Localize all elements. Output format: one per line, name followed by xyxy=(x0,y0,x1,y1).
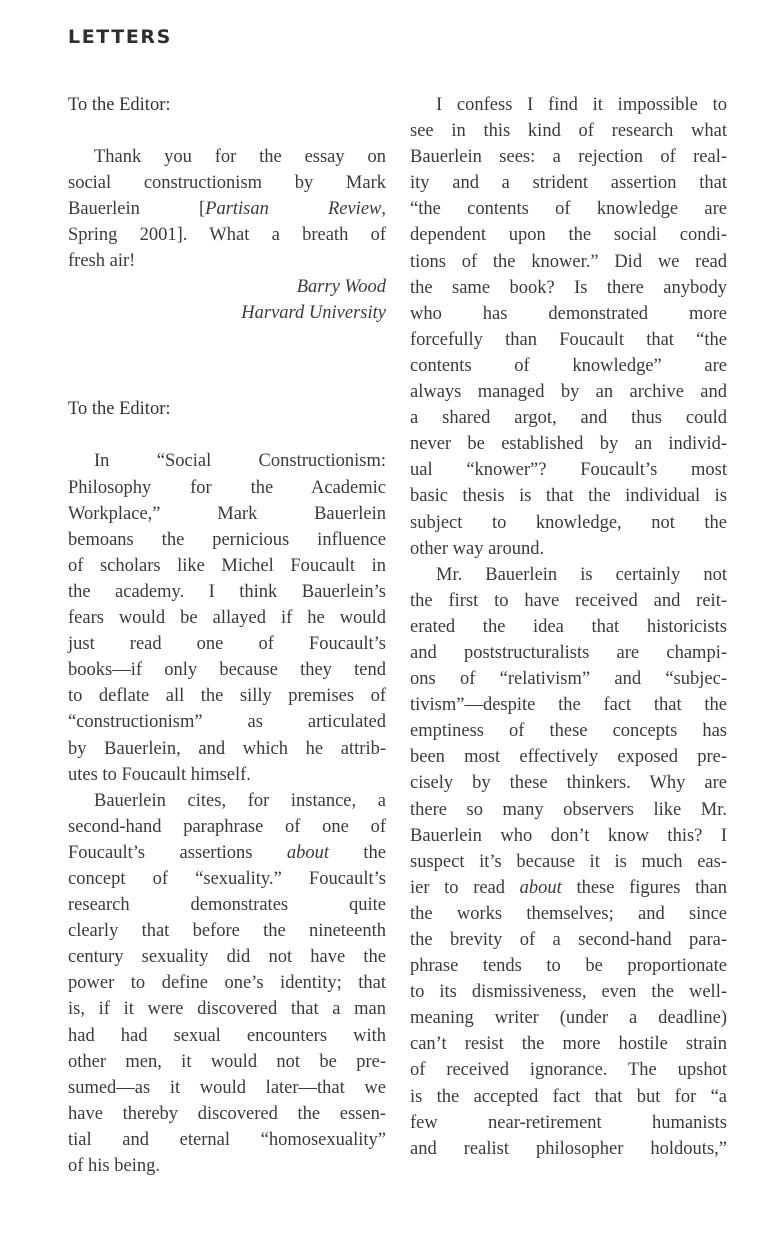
text-line: and realist philosopher holdouts,” xyxy=(410,1138,727,1159)
text-line: the works themselves; and since xyxy=(410,903,727,924)
text-line: to deflate all the silly premises of xyxy=(68,686,386,707)
signature-affiliation: Harvard University xyxy=(241,303,386,324)
text-line: by Bauerlein, and which he attrib- xyxy=(68,738,386,759)
letter-2-salutation: To the Editor: xyxy=(68,399,171,420)
text-line: the first to have received and reit- xyxy=(410,590,727,611)
letter-2-paragraph-3 xyxy=(410,92,727,562)
text-line: erated the idea that historicists xyxy=(410,616,727,637)
text-line: there so many observers like Mr. xyxy=(410,799,727,820)
text-line: never be established by an individ- xyxy=(410,434,727,455)
text-line: few near-retirement humanists xyxy=(410,1112,727,1133)
text-line: ier to read about these figures than xyxy=(410,877,727,898)
text-line: subject to knowledge, not the xyxy=(410,512,727,533)
text-line: concept of “sexuality.” Foucault’s xyxy=(68,868,386,889)
text-line: sumed—as it would later—that we xyxy=(68,1077,386,1098)
text-line: power to define one’s identity; that xyxy=(68,973,386,994)
text-line: second-hand paraphrase of one of xyxy=(68,816,386,837)
section-title: LETTERS xyxy=(68,26,172,48)
text-line: century sexuality did not have the xyxy=(68,947,386,968)
text-line: forcefully than Foucault that “the xyxy=(410,329,727,350)
text-line: I confess I find it impossible to xyxy=(436,95,727,115)
text-line: Thank you for the essay on xyxy=(94,147,386,167)
text-line: the brevity of a second-hand para- xyxy=(410,930,727,950)
text-line: fresh air! xyxy=(68,251,136,272)
text-line: been most effectively exposed pre- xyxy=(410,747,727,768)
text-line: utes to Foucault himself. xyxy=(68,764,251,785)
text-line: bemoans the pernicious influence xyxy=(68,529,386,550)
text-line: just read one of Foucault’s xyxy=(68,634,386,655)
text-line: is, if it were discovered that a man xyxy=(68,999,386,1020)
text-line: to its dismissiveness, even the well- xyxy=(410,982,727,1003)
text-line: ons of “relativism” and “subjec- xyxy=(410,669,727,690)
text-line: and poststructuralists are champi- xyxy=(410,642,727,663)
text-line: Bauerlein who don’t know this? I xyxy=(410,825,727,846)
text-line: contents of knowledge” are xyxy=(410,355,727,376)
letter-2-paragraph-2 xyxy=(68,788,386,1179)
text-line: who has demonstrated more xyxy=(410,303,727,324)
text-line: clearly that before the nineteenth xyxy=(68,921,386,942)
right-column xyxy=(410,92,727,1162)
text-line: Bauerlein sees: a rejection of real- xyxy=(410,147,727,168)
text-line: tions of the knower.” Did we read xyxy=(410,251,727,272)
text-line: “the contents of knowledge are xyxy=(410,199,727,220)
text-line: of his being. xyxy=(68,1156,160,1176)
letter-1-body xyxy=(68,144,386,274)
text-line: tivism”—despite the fact that the xyxy=(410,695,727,716)
text-line: basic thesis is that the individual is xyxy=(410,486,727,507)
text-line: Mr. Bauerlein is certainly not xyxy=(436,564,727,585)
text-line: had had sexual encounters with xyxy=(68,1025,386,1046)
letter-1-salutation: To the Editor: xyxy=(68,95,171,115)
text-line: tial and eternal “homosexuality” xyxy=(68,1129,386,1150)
text-line: emptiness of these concepts has xyxy=(410,721,727,742)
text-line: “constructionism” as articulated xyxy=(68,712,386,733)
text-line: of received ignorance. The upshot xyxy=(410,1060,727,1081)
text-line: In “Social Constructionism: xyxy=(94,451,386,472)
text-line: dependent upon the social condi- xyxy=(410,225,727,246)
text-line: ity and a strident assertion that xyxy=(410,173,727,194)
text-line: always managed by an archive and xyxy=(410,382,727,403)
text-line: social constructionism by Mark xyxy=(68,173,386,194)
text-line: Philosophy for the Academic xyxy=(68,477,386,498)
letter-2-paragraph-4 xyxy=(410,562,727,1162)
text-line: the same book? Is there anybody xyxy=(410,277,727,298)
text-line: meaning writer (under a deadline) xyxy=(410,1008,727,1029)
letter-2-paragraph-1 xyxy=(68,448,386,787)
text-line: is the accepted fact that but for “a xyxy=(410,1086,727,1107)
signature-name: Barry Wood xyxy=(296,277,386,298)
text-line: research demonstrates quite xyxy=(68,895,386,916)
text-line: cisely by these thinkers. Why are xyxy=(410,773,727,794)
text-line-with-italic: Bauerlein [Partisan Review, xyxy=(68,199,386,220)
left-column xyxy=(68,92,386,1179)
text-line: Spring 2001]. What a breath of xyxy=(68,225,386,246)
text-line: have thereby discovered the essen- xyxy=(68,1103,386,1124)
text-line: see in this kind of research what xyxy=(410,121,727,142)
text-line: other men, it would not be pre- xyxy=(68,1051,386,1072)
text-line: ual “knower”? Foucault’s most xyxy=(410,460,727,481)
text-line: the academy. I think Bauerlein’s xyxy=(68,581,386,602)
text-line: of scholars like Michel Foucault in xyxy=(68,555,386,576)
text-line: Foucault’s assertions about the xyxy=(68,842,386,863)
text-line: fears would be allayed if he would xyxy=(68,608,386,629)
text-line: Workplace,” Mark Bauerlein xyxy=(68,503,386,524)
text-line: Bauerlein cites, for instance, a xyxy=(94,790,386,811)
text-line: phrase tends to be proportionate xyxy=(410,956,727,977)
text-line: can’t resist the more hostile strain xyxy=(410,1034,727,1055)
text-line: a shared argot, and thus could xyxy=(410,408,727,429)
text-line: other way around. xyxy=(410,538,545,559)
text-line: books—if only because they tend xyxy=(68,660,386,681)
text-line: suspect it’s because it is much eas- xyxy=(410,851,727,872)
